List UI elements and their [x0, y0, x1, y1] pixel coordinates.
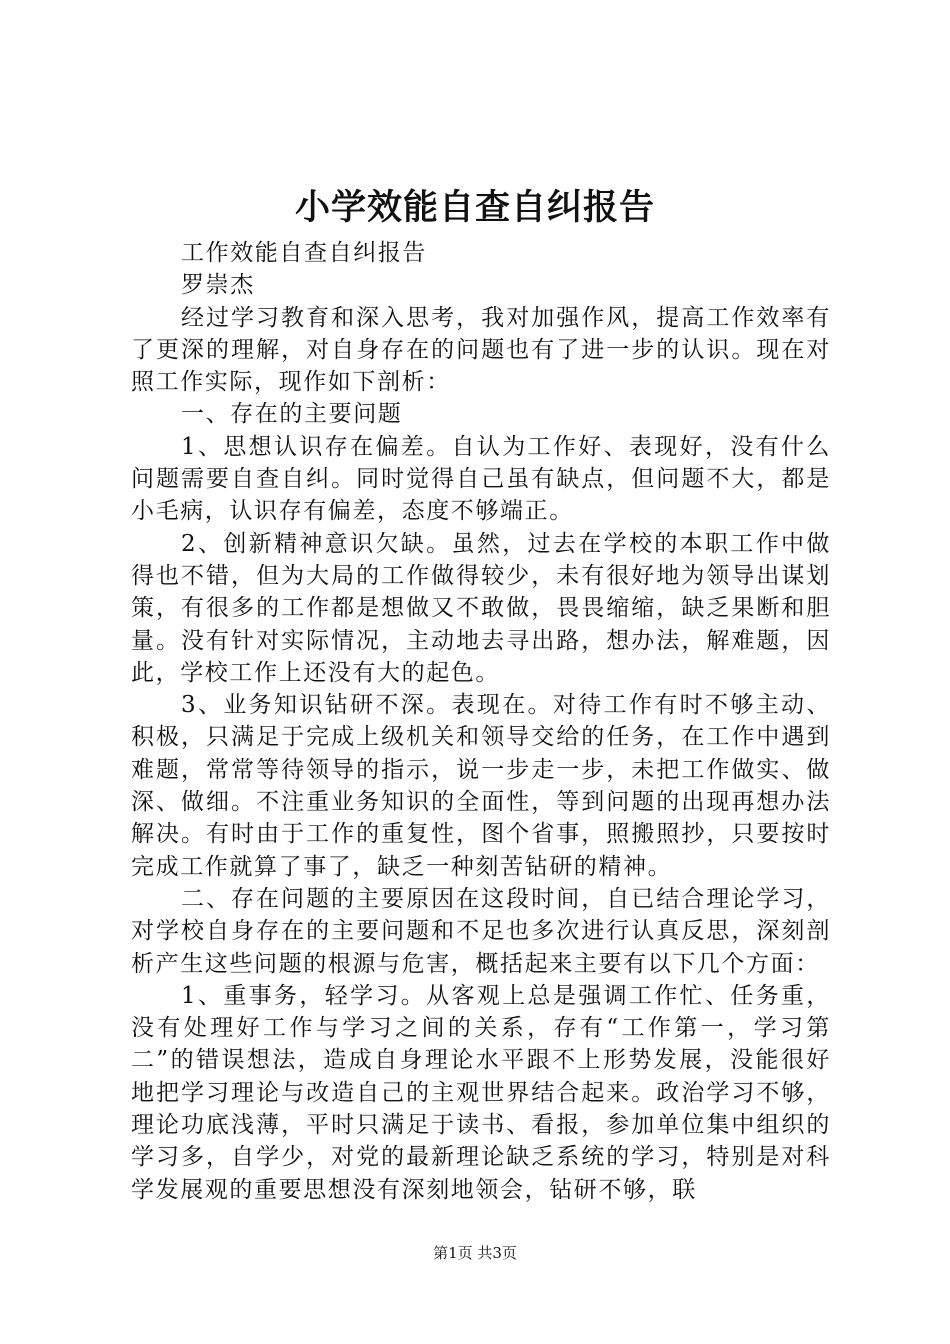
problem-paragraph-1: 1、思想认识存在偏差。自认为工作好、表现好，没有什么问题需要自查自纠。同时觉得自己虽有缺点，但问题不大，都是小毛病，认识存有偏差，态度不够端正。 [131, 433, 831, 525]
intro-paragraph: 经过学习教育和深入思考，我对加强作风，提高工作效率有了更深的理解，对自身存在的问题也有了进一步的认识。现在对照工作实际，现作如下剖析： [131, 304, 831, 396]
section-heading-problems: 一、存在的主要问题 [181, 401, 403, 428]
document-body [131, 237, 831, 1206]
problem-paragraph-2: 2、创新精神意识欠缺。虽然，过去在学校的本职工作中做得也不错，但为大局的工作做得较少，未有很好地为领导出谋划策，有很多的工作都是想做又不敢做，畏畏缩缩，缺乏果断和胆量。没有针对实际情况，主动地去寻出路，想办法，解难题，因此，学校工作上还没有大的起色。 [131, 530, 831, 686]
subtitle-paragraph: 工作效能自查自纠报告 [181, 240, 427, 266]
cause-paragraph-1: 1、重事务，轻学习。从客观上总是强调工作忙、任务重，没有处理好工作与学习之间的关系，存有“工作第一，学习第二”的错误想法，造成自身理论水平跟不上形势发展，没能很好地把学习理论与改造自己的主观世界结合起来。政治学习不够，理论功底浅薄，平时只满足于读书、看报，参加单位集中组织的学习多，自学少，对党的最新理论缺乏系统的学习，特别是对科学发展观的重要思想没有深刻地领会，钻研不够，联 [131, 982, 831, 1203]
document-title: 小学效能自查自纠报告 [294, 188, 655, 228]
author-paragraph: 罗崇杰 [181, 272, 255, 299]
page-footer: 第1页 共3页 [433, 1244, 517, 1262]
section-heading-causes: 二、存在问题的主要原因在这段时间，自已结合理论学习，对学校自身存在的主要问题和不足也多次进行认真反思，深刻剖析产生这些问题的根源与危害，概括起来主要有以下几个方面： [131, 885, 831, 977]
problem-paragraph-3: 3、业务知识钻研不深。表现在。对待工作有时不够主动、积极，只满足于完成上级机关和领导交给的任务，在工作中遇到难题，常常等待领导的指示，说一步走一步，未把工作做实、做深、做细。不注重业务知识的全面性，等到问题的出现再想办法解决。有时由于工作的重复性，图个省事，照搬照抄，只要按时完成工作就算了事了，缺乏一种刻苦钻研的精神。 [131, 692, 831, 880]
